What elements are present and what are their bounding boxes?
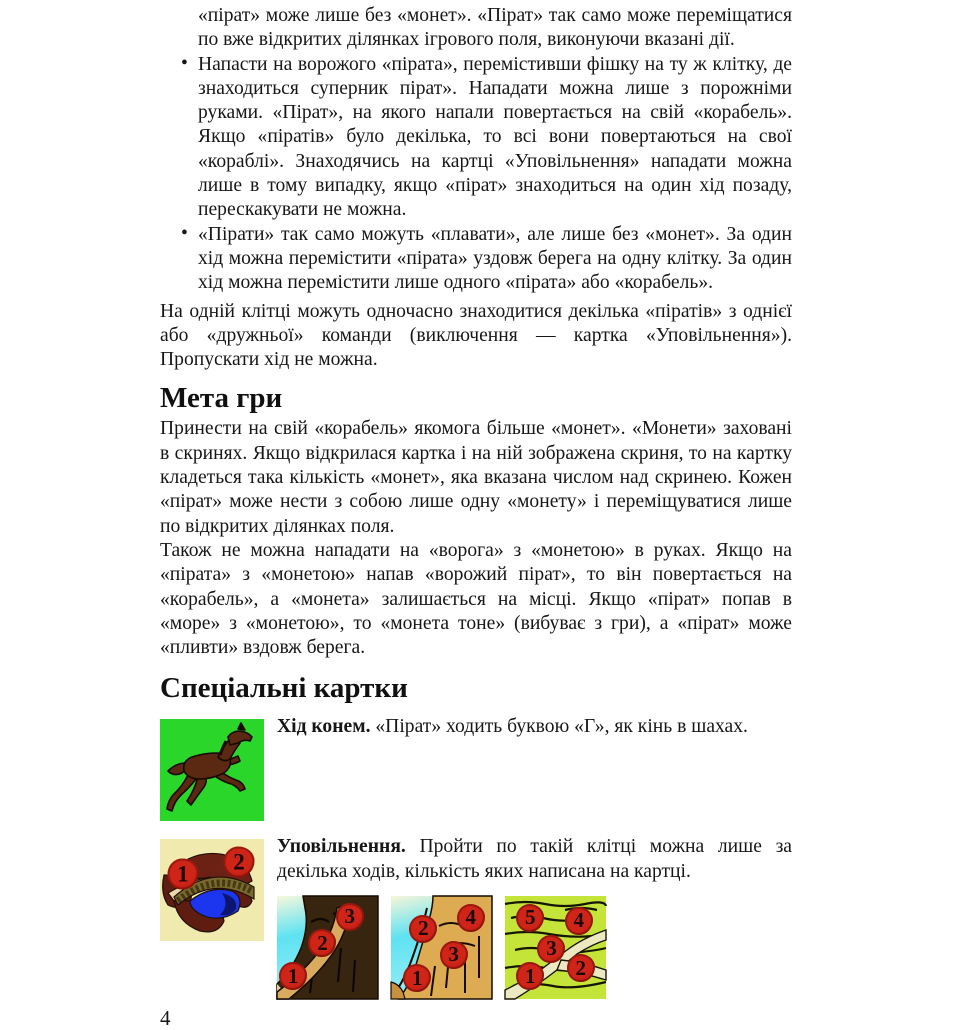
page-number: 4 — [160, 1006, 171, 1030]
slowdown-badge: 2 — [567, 954, 595, 982]
slowdown-example-card-3 — [505, 896, 606, 999]
slowdown-badge: 1 — [279, 962, 307, 990]
slowdown-badge: 1 — [403, 964, 431, 992]
slowdown-example-card-2 — [391, 896, 492, 999]
horse-icon — [160, 719, 264, 821]
goal-heading: Мета гри — [160, 382, 283, 415]
knight-card-title: Хід конем. — [277, 716, 371, 738]
knight-card-row — [160, 715, 792, 821]
slowdown-badge: 1 — [516, 962, 544, 990]
goal-paragraph: Принести на свій «корабель» якомога більше «монет». «Монети» заховані в скринях. Якщо відкрилася картка і на ній зображена скриня, то на картку кладеться така кількість «монет», яка вказана числом над скринею. Кожен «пірат» може нести з собою лише одну «монету» і переміщуватися лише по відкритих ділянках поля. — [160, 418, 792, 537]
knight-card-caption-col — [277, 715, 792, 739]
slowdown-badge: 4 — [565, 907, 593, 935]
rules-bullet-list — [160, 53, 792, 296]
slowdown-badge: 2 — [409, 915, 437, 943]
knight-card-text: «Пірат» ходить буквою «Г», як кінь в шахах. — [375, 716, 748, 738]
knight-horse-card-image — [160, 719, 264, 821]
bullet-dot-icon: • — [181, 52, 188, 74]
slowdown-card-title: Уповільнення. — [277, 836, 406, 858]
slowdown-caption-col — [277, 835, 792, 999]
note-paragraph: На одній клітці можуть одночасно знаходитися декілька «піратів» з однієї або «дружньої» команди (виключення — картка «Уповільнення»). Пропускати хід не можна. — [160, 300, 792, 371]
bullet-text: «Пірати» так само можуть «плавати», але лише без «монет». За один хід можна перемістити «пірата» уздовж берега на одну клітку. За один хід можна перемістити лише одного «пірата» або «корабель». — [198, 223, 792, 294]
bullet-text: Напасти на ворожого «пірата», перемістивши фішку на ту ж клітку, де знаходиться суперник пірат». Нападати можна лише з порожніми руками. «Пірат», на якого напали повертається на свій «корабель». Якщо «піратів» було декілька, то всі вони повертаються на свої «кораблі». Знаходячись на картці «Уповільнення» нападати можна лише в тому випадку, якщо «пірат» знаходиться на один хід позаду, перескакувати не можна. — [198, 53, 792, 221]
slowdown-badge: 3 — [440, 941, 468, 969]
slowdown-example-cards — [277, 896, 792, 999]
slowdown-card-caption — [277, 835, 792, 884]
slowdown-example-card-1 — [277, 896, 378, 999]
slowdown-badge: 3 — [537, 935, 565, 963]
special-cards-heading: Спеціальні картки — [160, 672, 408, 705]
goal-paragraph: Також не можна нападати на «ворога» з «монетою» в руках. Якщо на «пірата» з «монетою» напав «ворожий пірат», то він повертається на «корабель», а «монета» залишається на місці. Якщо «пірат» попав в «море» з «монетою», то «монета тоне» (вибуває з гри), а «пірат» може «пливти» вздовж берега. — [160, 539, 792, 659]
bullet-continuation-text: «пірат» може лише без «монет». «Пірат» так само може переміщатися по вже відкритих ділянках ігрового поля, виконуючи вказані дії. — [198, 5, 792, 51]
page-content — [160, 4, 792, 1030]
slowdown-badge: 2 — [224, 846, 255, 877]
list-item — [160, 223, 792, 296]
slowdown-card-row — [160, 835, 792, 999]
slowdown-badge: 3 — [336, 903, 364, 931]
bullet-dot-icon: • — [181, 222, 188, 244]
list-item — [160, 53, 792, 223]
knight-card-caption — [277, 715, 792, 739]
slowdown-bridge-card-image — [160, 839, 264, 941]
slowdown-card-text: Пройти по такій клітці можна лише за декілька ходів, кількість яких написана на картці. — [277, 836, 793, 882]
slowdown-badge: 1 — [167, 859, 198, 890]
slowdown-badge: 5 — [516, 904, 544, 932]
slowdown-badge: 4 — [457, 904, 485, 932]
slowdown-badge: 2 — [308, 929, 336, 957]
